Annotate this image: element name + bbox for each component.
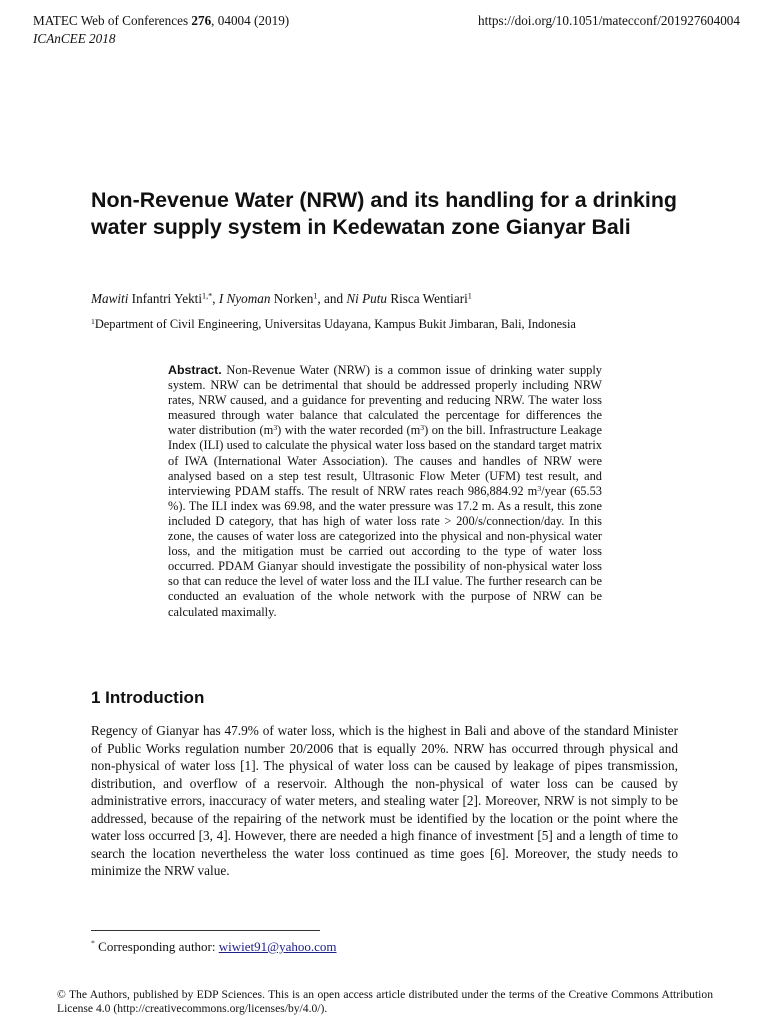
abstract: [168, 363, 602, 620]
introduction-paragraph: Regency of Gianyar has 47.9% of water loss, which is the highest in Bali and above of the standard Minister of Public Works regulation number 20/2006 that is equally 20%. NRW has occurred through physical and non-physical of water loss [1]. The physical of water loss can be caused by leakage of pipes transmission, distribution, and overflow of a reservoir. Although the non-physical of water loss can be caused by administrative errors, inaccuracy of water meters, and stealing water [2]. Moreover, NRW is not simply to be addressed, because of the repairing of the network must be identified by the location or the point where the water loss occurred [3, 4]. However, there are needed a high finance of investment [5] and a length of time to search the location nevertheless the water loss continued as time goes [6]. Moreover, the study needs to minimize the NRW value.: [91, 723, 678, 878]
footnote-divider: [91, 930, 320, 931]
author-2-given-name: I Nyoman: [218, 291, 271, 306]
conference-name: ICAnCEE 2018: [33, 31, 116, 46]
author-1-name-rest: Infantri Yekti: [128, 291, 202, 306]
abstract-text-1: Non-Revenue Water (NRW) is a common issue of drinking water supply system. NRW can be detrimental that should be addressed properly including NRW rates, NRW caused, and a guidance for preventing and reducing NRW. The water loss measured through water balance that calculated the percentage for differences the water distribution (m: [168, 363, 602, 438]
abstract-label: Abstract.: [168, 363, 222, 377]
author-1: [91, 291, 212, 306]
journal-volume: 276: [191, 13, 212, 28]
abstract-text-2: ) with the water recorded (m: [277, 423, 421, 438]
footnote-mark: *: [91, 938, 95, 948]
author-2: [219, 291, 318, 306]
paper-title: Non-Revenue Water (NRW) and its handling for a drinking water supply system in Kedewatan zone Gianyar Bali: [91, 188, 677, 239]
footnote: [91, 939, 337, 955]
author-separator: , and: [317, 291, 347, 306]
footnote-label: Corresponding author:: [94, 939, 219, 954]
license-notice: © The Authors, published by EDP Sciences. This is an open access article distributed under the terms of the Creative Commons Attribution License 4.0 (http://creativecommons.org/licenses/by/4.0/).: [57, 988, 713, 1015]
doi-link[interactable]: https://doi.org/10.1051/matecconf/201927604004: [477, 13, 740, 28]
author-3-name-rest: Risca Wentiari: [387, 291, 468, 306]
author-1-affiliation-mark: 1,*: [202, 291, 213, 301]
author-separator: ,: [212, 291, 219, 306]
abstract-superscript: 3: [273, 423, 278, 433]
author-3-given-name: Ni Putu: [346, 291, 388, 306]
journal-header: [33, 12, 289, 30]
author-1-given-name: Mawiti: [91, 291, 129, 306]
abstract-text-4: /year (65.53 %). The ILI index was 69.98, and the water pressure was 17.2 m. As a result, this zone included D category, that has high of water loss rate > 200/s/connection/day. In this zone, the causes of water loss are categorized into the physical and non-physical water loss, and the mitigation must be carried out according to the type of water loss occurred. PDAM Gianyar should investigate the possibility of non-physical water loss so that can reduce the level of water loss and the ILI value. The further research can be conducted an evaluation of the whole network with the purpose of NRW can be calculated maximally.: [168, 483, 602, 619]
section-heading-introduction: 1 Introduction: [91, 688, 205, 707]
author-3-affiliation-mark: 1: [467, 291, 472, 301]
abstract-superscript: 3: [420, 423, 425, 433]
corresponding-author-email-link[interactable]: wiwiet91@yahoo.com: [218, 939, 337, 954]
abstract-superscript: 3: [537, 483, 542, 493]
author-2-affiliation-mark: 1: [313, 291, 318, 301]
affiliation-text: Department of Civil Engineering, Universitas Udayana, Kampus Bukit Jimbaran, Bali, Indonesia: [94, 317, 576, 331]
author-3: [346, 291, 472, 306]
journal-name: MATEC Web of Conferences: [33, 13, 192, 28]
affiliation-mark: 1: [91, 316, 95, 326]
author-list: [91, 291, 472, 307]
article-info: , 04004 (2019): [211, 13, 290, 28]
abstract-text-3: ) on the bill. Infrastructure Leakage Index (ILI) used to calculate the physical water loss based on the standard target matrix of IWA (International Water Association). The causes and handles of NRW were analysed based on a step test result, Ultrasonic Flow Meter (UFM) test result, and interviewing PDAM staffs. The result of NRW rates reach 986,884.92 m: [168, 423, 602, 498]
author-2-name-rest: Norken: [270, 291, 314, 306]
affiliation: [91, 317, 576, 332]
